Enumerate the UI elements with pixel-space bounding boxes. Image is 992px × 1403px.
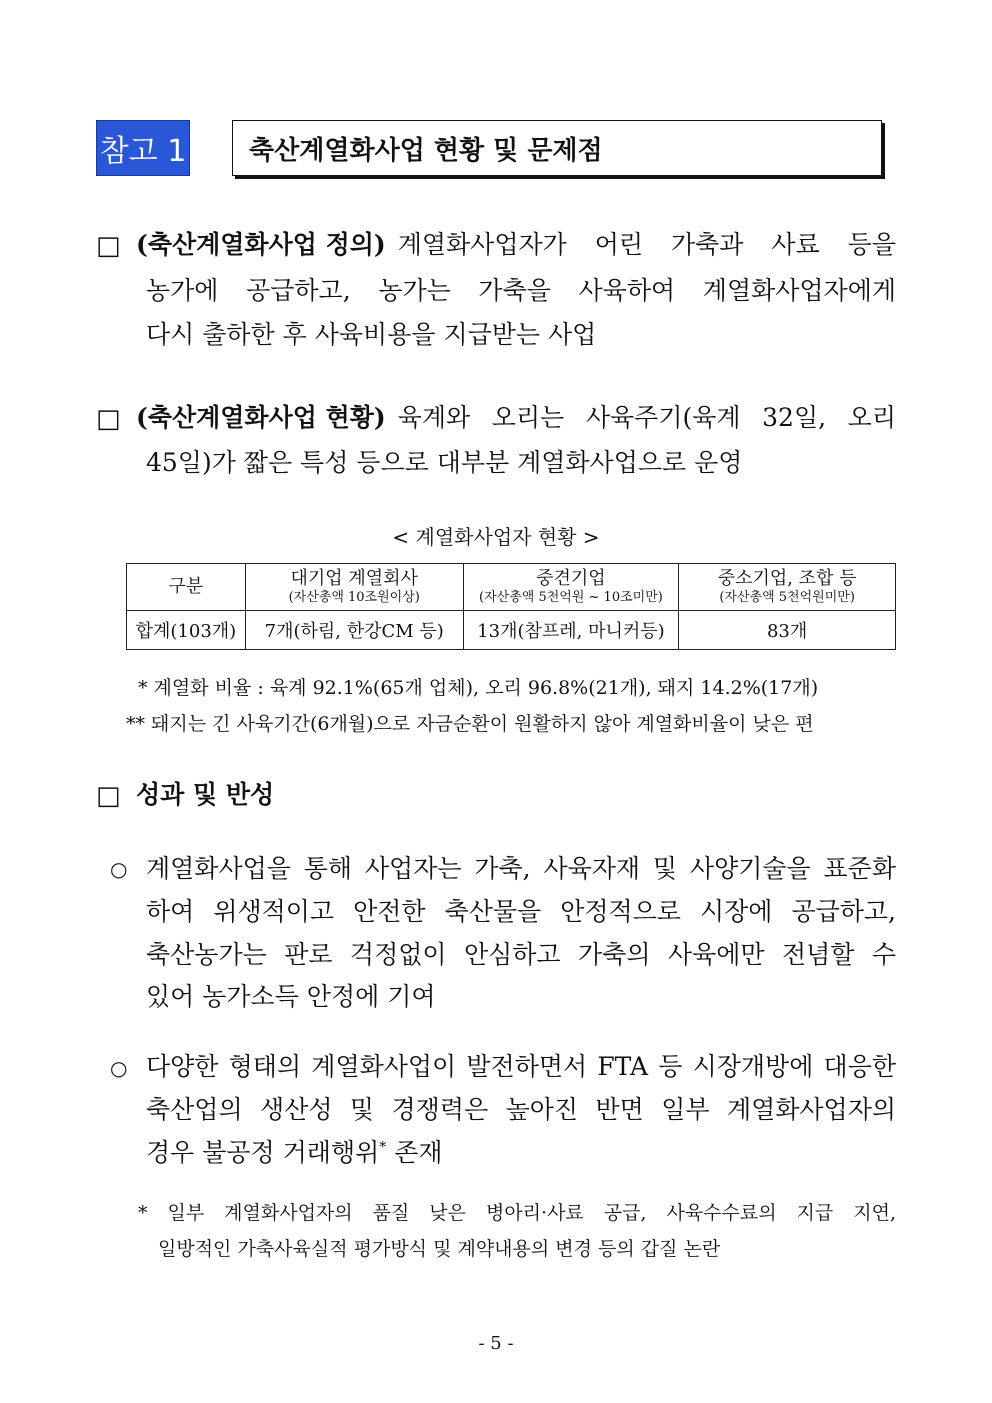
checkbox-square-icon: □ — [96, 781, 121, 811]
footnote-ratio: * 계열화 비율 : 육계 92.1%(65개 업체), 오리 96.8%(21개), 돼지 14.2%(17개) — [138, 677, 819, 699]
definition-text-1: 계열화사업자가 어린 가축과 사료 등을 — [397, 230, 896, 259]
footnote-marker: * — [379, 1139, 387, 1156]
table-row — [127, 611, 896, 650]
table-header-cell: 중견기업 (자산총액 5천억원 ~ 10조미만) — [463, 564, 679, 611]
result-2-text-end: 존재 — [394, 1138, 443, 1167]
result-1-line-2: 하여 위생적이고 안전한 축산물을 안정적으로 시장에 공급하고, — [146, 897, 896, 926]
definition-line-1 — [136, 232, 896, 257]
checkbox-square-icon: □ — [96, 231, 121, 261]
result-1-line-4: 있어 농가소득 안정에 기여 — [146, 982, 436, 1011]
result-2-line-3 — [146, 1140, 443, 1165]
definition-heading: (축산계열화사업 정의) — [136, 230, 386, 259]
footnote-unfair-2: 일방적인 가축사육실적 평가방식 및 계약내용의 변경 등의 갑질 논란 — [158, 1238, 721, 1260]
status-heading: (축산계열화사업 현황) — [136, 403, 386, 432]
page-title: 축산계열화사업 현황 및 문제점 — [232, 120, 882, 176]
results-heading: 성과 및 반성 — [136, 780, 275, 809]
page-number: - 5 - — [478, 1333, 514, 1354]
result-2-line-1: 다양한 형태의 계열화사업이 발전하면서 FTA 등 시장개방에 대응한 — [146, 1052, 896, 1081]
circle-bullet-icon: ○ — [110, 1056, 128, 1080]
status-text-1: 육계와 오리는 사육주기(육계 32일, 오리 — [397, 403, 896, 432]
result-1-line-3: 축산농가는 판로 걱정없이 안심하고 가축의 사육에만 전념할 수 — [146, 940, 896, 969]
table-caption: < 계열화사업자 현황 > — [392, 525, 600, 549]
company-status-table — [126, 563, 896, 650]
definition-text-3: 다시 출하한 후 사육비용을 지급받는 사업 — [146, 320, 597, 349]
table-cell: 13개(참프레, 마니커등) — [463, 611, 679, 650]
result-2-text: 경우 불공정 거래행위 — [146, 1138, 380, 1167]
table-header-cell: 구분 — [127, 564, 246, 611]
table-cell: 7개(하림, 한강CM 등) — [245, 611, 463, 650]
result-1-line-1: 계열화사업을 통해 사업자는 가축, 사육자재 및 사양기술을 표준화 — [146, 854, 896, 883]
status-text-2: 45일)가 짧은 특성 등으로 대부분 계열화사업으로 운영 — [146, 448, 743, 477]
result-2-line-2: 축산업의 생산성 및 경쟁력은 높아진 반면 일부 계열화사업자의 — [146, 1095, 896, 1124]
table-cell: 83개 — [679, 611, 896, 650]
footnote-unfair-1: * 일부 계열화사업자의 품질 낮은 병아리·사료 공급, 사육수수료의 지급 지연, — [138, 1202, 896, 1224]
checkbox-square-icon: □ — [96, 404, 121, 434]
table-cell: 합계(103개) — [127, 611, 246, 650]
table-header-cell: 중소기업, 조합 등 (자산총액 5천억원미만) — [679, 564, 896, 611]
status-line-1 — [136, 405, 896, 430]
circle-bullet-icon: ○ — [110, 857, 128, 881]
table-header-cell: 대기업 계열회사 (자산총액 10조원이상) — [245, 564, 463, 611]
footnote-pig: ** 돼지는 긴 사육기간(6개월)으로 자금순환이 원활하지 않아 계열화비율이 낮은 편 — [126, 713, 814, 735]
definition-text-2: 농가에 공급하고, 농가는 가축을 사육하여 계열화사업자에게 — [146, 276, 896, 305]
table-header-row — [127, 564, 896, 611]
reference-label: 참고 1 — [96, 120, 190, 176]
